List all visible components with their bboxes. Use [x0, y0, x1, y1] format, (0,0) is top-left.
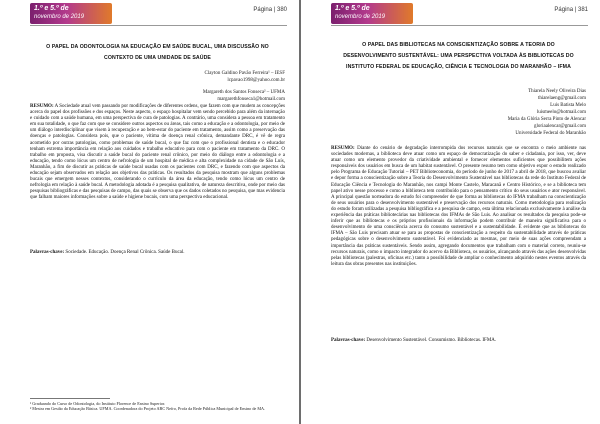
page-number: Página | 381 — [554, 7, 588, 13]
footnote: ² Mestra em Gestão da Educação Básica. UFMA. Coordenadora do Projeto ABC Nefro, Profa da Rede Pública Municipal de Ensino de MA. — [30, 406, 266, 412]
abstract-text: Diante do cenário de degradação interrompida dos recursos naturais que se encontra o meio ambiente nas sociedades modernas, a biblioteca deve atuar como um espaço de democratização do saber e cidadania, por isso, ver, deve atuar como um elemento provedor da criatividade ambiental e fornecer elementos suficientes que possibilitem ações responsáveis dos usuários em busca de um habitat sustentável. O presente resumo tem como objetivo expor o estudo realizado pelo Programa de Educação Tutorial – PET Biblioteconomia, do período de junho de 2017 a abril de 2018, que buscou avaliar e depor forma a conscientização sobre a Teoria do Desenvolvimento Sustentável nas bibliotecas da rede do Instituto Federal de Educação Ciência e Tecnologia do Maranhão, nos campi Monte Castelo, Maracanã e Centro Histórico, e se a biblioteca tem papel ativo nesse processo e como a biblioteca tem contribuído para o pensamento crítico do seus usuários e ator responsável. A principal questão norteadora do estudo foi compreender de que forma as bibliotecas do IFMA trabalham na conscientização de seus usuários para o desenvolvimento sustentável e preservação dos recursos naturais. Como metodologia para realização do estudo foram utilizadas a pesquisa bibliográfica e a pesquisa de campo, esta última relacionada exclusivamente à análise da experiência das práticas bibliotecárias nas bibliotecas dos IFMAs de São Luis. Ao analisar os resultados da pesquisa pode-se inferir que as bibliotecas e os próprios profissionais da informação podem contribuir de maneira significativa para o desenvolvimento de uma consciência acerca do consumo sustentável e a sustentabilidade. É evidente que as bibliotecas do IFMA – São Luis precisam atuar se para as propostas de conscientização a respeito da sustentabilidade através de práticas pedagógicas sobre o desenvolvimento sustentável. Foi evidenciado as mesmas, por meio de suas ações compreendam a importância das práticas sustentáveis. Sendo assim, agregando documentos que trabalham com o material correto, reuniu-se recursos naturais, como o impacto integrador do acervo da Biblioteca, os usuários, alcançando através das ações desenvolvidas pelas bibliotecas (palestras, oficinas etc.) tanto a possibilidade de ampliar o conhecimento adquirido nestes eventos através da leitura das obras presentes nas instituições. — [331, 146, 586, 267]
abstract-text: A Sociedade atual vem passando por modificações de diferentes ordens, que fazem com que mudem as concepções acerca do papel dos profissões e dos espaços. Neste aspecto, o espaço hospitalar vem sendo percebido para além da internação e cuidado com a saúde humana, em uma perspectiva de cura de patologias. A contrário, uma considera a pessoa em tratamento em sua totalidade, o que faz com que se considere outros aspectos ou áreas, tais como a educação e a odontologia, por meio de um diálogo interdisciplinar que visem à recuperação e ao bem-estar do paciente em tratamento, assim como a preservação das doenças e patologias. Considera pois, que o paciente, vítima de doença renal crônica, demandante DRC, é vê de regra acometido por outras patologias, como problemas de saúde bucal, o que faz com que o profissional dentista e o educador tenham extrema importância em relação aos cuidados e trabalho educativo para com o paciente em tratamento da DRC. O trabalho em proposta, visa discutir a saúde bucal do paciente renal crônico, por meio do diálogo entre a odontologia e a educação, tendo como lócus um centro de nefrologia de um hospital de médica e alta complexidade na cidade de São Luís, Maranhão, a fim de discutir as práticas de saúde bucal usadas com os pacientes com DRC, e fazendo com que aspectos da educação sejam observados em relação aos objetivos das práticas. Os resultados da pesquisa mostram que alguns problemas bucais que emergem nesses contextos, considerando o currículo da área da educação, tendo como lócus um centro de nefrologia em relação à saúde bucal. A metodologia adotada é a pesquisa qualitativa, de natureza descritiva, onde por meio das pesquisas bibliográficas e das pesquisas de campo, das quais se observa que os dados coletados no pesquisa, que mas evidencia que falham maiores informações sobre a saúde e higiene bucais, com uma perspectiva educacional. — [30, 104, 285, 201]
banner-line-1: 1.º e 5.º de — [34, 5, 69, 12]
header-divider — [30, 25, 287, 26]
keywords — [30, 250, 285, 256]
keywords-label: Palavras-chave: — [331, 338, 366, 343]
banner-line-1: 1.º e 5.º de — [335, 5, 370, 12]
author-email: lcpavao1998@yahoo.com.br — [227, 78, 285, 83]
keywords-label: Palavras-chave: — [30, 250, 65, 255]
paper-title: O PAPEL DA ODONTOLOGIA NA EDUCAÇÃO EM SAÚDE BUCAL, UMA DISCUSSÃO NO CONTEXTO DE UMA UNIDADE DE SAÚDE — [46, 44, 269, 61]
author-block — [508, 88, 586, 137]
author-email: margarethfonseca1@hotmail.com — [217, 97, 285, 102]
keywords-text: Desenvolvimento Sustentável. Consumismo. Bibliotecas. IFMA. — [366, 338, 497, 343]
page-number: Página | 380 — [253, 7, 287, 13]
author-line: Maria da Glória Serra Pinto de Alencar — [507, 117, 586, 122]
abstract-label: RESUMO: — [30, 104, 54, 109]
author-line: Thiarela Neely Oliveira Dias — [528, 89, 586, 94]
footnote: ¹ Graduando do Curso de Odontologia, do Instituto Florence de Ensino Superior. — [30, 401, 166, 406]
event-banner — [331, 3, 413, 24]
author-email: luismeelo@hotmail.com — [536, 110, 586, 115]
footnote-divider — [30, 398, 110, 399]
footnotes — [30, 401, 285, 412]
author-line: Clayton Galdino Pavão Ferreira¹ – IESF — [204, 71, 285, 76]
keywords — [331, 338, 586, 344]
author-affiliation: Universidade Federal do Maranhão — [515, 131, 586, 136]
abstract — [30, 104, 285, 202]
page-right — [301, 0, 600, 424]
author-email: thiarelaeng@gmail.com — [537, 96, 586, 101]
abstract-label: RESUMO: — [331, 146, 355, 151]
banner-line-2: novembro de 2019 — [34, 14, 85, 20]
author-email: gloriaalencar@gmail.com — [534, 124, 586, 129]
abstract — [331, 146, 586, 268]
author-line: Luis Batista Melo — [550, 103, 586, 108]
author-block — [203, 70, 285, 103]
paper-title: O PAPEL DAS BIBLIOTECAS NA CONSCIENTIZAÇÃO SOBRE A TEORIA DO DESENVOLVIMENTO SUSTENTÁVEL: UMA PERSPECTIVA VOLTADA ÀS BIBLIOTECAS DO INSTITUTO FEDERAL DE EDUCAÇÃO, CIÊNCIA E TECNOLOGIA DO MARANHÃO – IFMA — [343, 42, 574, 70]
page-left — [0, 0, 299, 424]
event-banner — [30, 3, 112, 24]
keywords-text: Sociedade. Educação. Doença Renal Crônica. Saúde Bucal. — [65, 250, 185, 255]
header-divider — [331, 25, 588, 26]
banner-line-2: novembro de 2019 — [335, 14, 386, 20]
author-line: Margareth dos Santos Fonseca² – UFMA — [202, 90, 285, 95]
